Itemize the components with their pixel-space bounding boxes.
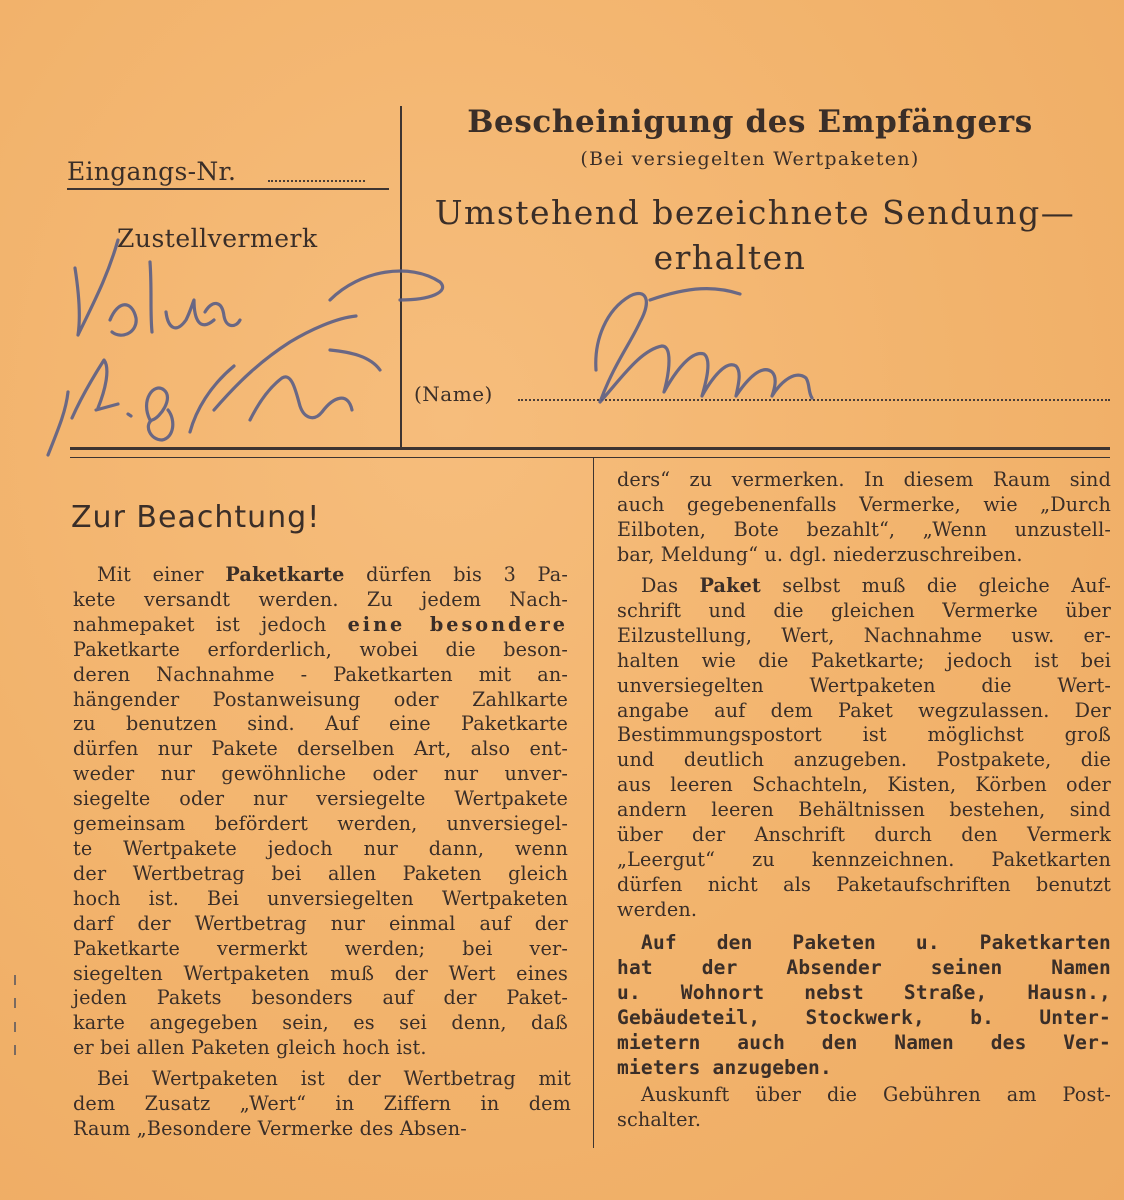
text-line (617, 848, 1111, 873)
receipt-statement-line2: erhalten (653, 238, 807, 277)
text-line (617, 723, 1111, 748)
text-segment: jeden Pakets besonders auf der Paket- (73, 986, 568, 1010)
text-line (73, 837, 568, 862)
text-line (617, 649, 1111, 674)
text-segment: angabe auf dem Paket wegzulassen. Der (617, 698, 1111, 722)
text-segment: weder nur gewöhnliche oder nur unver- (73, 762, 568, 786)
text-line: Bei Wertpaketen ist der Wertbetrag mit (97, 1067, 571, 1090)
text-segment: dürfen bis 3 Pa- (344, 563, 568, 586)
text-line (617, 898, 1111, 923)
text-line (617, 823, 1111, 848)
text-segment: über der Anschrift durch den Vermerk (617, 823, 1111, 847)
text-segment: werden. (617, 897, 698, 921)
certificate-title: Bescheinigung des Empfängers (467, 104, 1033, 140)
text-segment: gemeinsam befördert werden, unversiegel- (73, 812, 568, 836)
text-line (73, 563, 568, 588)
text-segment: schrift und die gleichen Vermerke über (617, 598, 1111, 622)
notice-left-paragraph-2 (73, 1067, 571, 1142)
text-line: mietern auch den Namen des Ver- (617, 1030, 1111, 1054)
text-line: hat der Absender seinen Namen (617, 955, 1111, 979)
text-line (617, 599, 1111, 624)
text-line (617, 574, 1111, 599)
text-line (617, 873, 1111, 898)
text-segment: unversiegelten Wertpaketen die Wert- (617, 673, 1111, 697)
handwritten-zustell-note (75, 240, 240, 335)
text-line (617, 699, 1111, 724)
text-segment: Mit einer (97, 563, 226, 586)
text-segment: dürfen nicht als Paketaufschriften benutzt (617, 872, 1111, 896)
text-line: mieters anzugeben. (617, 1055, 832, 1079)
text-line: u. Wohnort nebst Straße, Hausn., (617, 980, 1111, 1004)
text-segment: hängender Postanweisung oder Zahlkarte (73, 687, 568, 711)
text-line (73, 787, 568, 812)
text-segment: siegelten Wertpaketen muß der Wert eines (73, 961, 568, 985)
text-line (73, 588, 568, 613)
emphasis-text: eine besondere (347, 612, 569, 636)
certificate-subtitle: (Bei versiegelten Wertpaketen) (580, 148, 920, 170)
text-line (73, 762, 568, 787)
name-label: (Name) (414, 382, 493, 406)
text-line (617, 748, 1111, 773)
text-line: Raum „Besondere Vermerke des Absen- (73, 1116, 467, 1140)
text-line (73, 613, 568, 638)
handwritten-flourish (330, 271, 443, 370)
text-line: Auskunft über die Gebühren am Post- (641, 1083, 1111, 1106)
text-line: Auf den Paketen u. Paketkarten (641, 931, 1111, 954)
text-line: auch gegebenenfalls Vermerke, wie „Durch (617, 492, 1111, 516)
text-line (73, 737, 568, 762)
notice-right-paragraph-1 (617, 468, 1111, 568)
handwritten-date (48, 360, 173, 455)
text-line (73, 1011, 568, 1036)
zustellvermerk-label: Zustellvermerk (117, 224, 318, 253)
text-line (73, 712, 568, 737)
recipient-signature (596, 289, 812, 402)
text-line (73, 887, 568, 912)
text-segment: karte angegeben sein, es sei denn, daß (73, 1011, 568, 1035)
text-segment: „Leergut“ zu kennzeichnen. Paketkarten (617, 847, 1111, 871)
text-line (73, 937, 568, 962)
text-segment: zu benutzen sind. Auf eine Paketkarte (73, 712, 568, 736)
text-line (617, 674, 1111, 699)
handwritten-initials (190, 316, 356, 432)
text-segment: kete versandt werden. Zu jedem Nach- (73, 587, 568, 611)
text-segment: hoch ist. Bei unversiegelten Wertpaketen (73, 886, 568, 910)
emphasis-text: Paket (699, 574, 761, 597)
text-segment: der Wertbetrag bei allen Paketen gleich (73, 861, 568, 885)
text-segment: und deutlich anzugeben. Postpakete, die (617, 748, 1111, 772)
notice-right-paragraph-2 (617, 574, 1111, 923)
text-line (73, 986, 568, 1011)
notice-right-paragraph-3 (617, 931, 1111, 1080)
eingangs-nr-label: Eingangs-Nr. (67, 157, 237, 186)
text-segment: Paketkarte erforderlich, wobei die beson- (73, 637, 568, 661)
text-line (73, 1036, 568, 1061)
text-segment: Eilzustellung, Wert, Nachnahme usw. er- (617, 623, 1111, 647)
text-line (73, 962, 568, 987)
text-segment: andern leeren Behältnissen bestehen, sind (617, 798, 1111, 822)
emphasis-text: Paketkarte (225, 563, 345, 586)
text-line: Gebäudeteil, Stockwerk, b. Unter- (617, 1005, 1111, 1029)
receipt-statement-line1: Umstehend bezeichnete Sendung— (434, 193, 1076, 232)
text-line (73, 663, 568, 688)
text-segment: siegelte oder nur versiegelte Wertpakete (73, 787, 568, 811)
text-line (73, 688, 568, 713)
text-segment: dürfen nur Pakete derselben Art, also ent- (73, 737, 568, 761)
text-line: dem Zusatz „Wert“ in Ziffern in dem (73, 1091, 571, 1115)
text-line (617, 773, 1111, 798)
text-segment: Bestimmungspostort ist möglichst groß (617, 723, 1111, 747)
text-line (73, 862, 568, 887)
text-line: bar, Meldung“ u. dgl. niederzuschreiben. (617, 542, 1023, 566)
text-segment: nahmepaket ist jedoch (73, 612, 348, 636)
text-line: Eilboten, Bote bezahlt“, „Wenn unzustell- (617, 517, 1111, 541)
text-segment: er bei allen Paketen gleich hoch ist. (73, 1036, 427, 1060)
text-segment: deren Nachnahme - Paketkarten mit an- (73, 662, 568, 686)
text-line (617, 798, 1111, 823)
text-line (73, 912, 568, 937)
text-segment: Paketkarte vermerkt werden; bei ver- (73, 936, 568, 960)
text-segment: te Wertpakete jedoch nur dann, wenn (73, 836, 568, 860)
text-segment: darf der Wertbetrag nur einmal auf der (73, 911, 568, 935)
text-segment: selbst muß die gleiche Auf- (760, 574, 1111, 597)
text-line (73, 638, 568, 663)
notice-heading: Zur Beachtung! (71, 500, 321, 535)
notice-left-paragraph-1 (73, 563, 568, 1061)
text-line: ders“ zu vermerken. In diesem Raum sind (617, 468, 1111, 491)
text-segment: halten wie die Paketkarte; jedoch ist bei (617, 648, 1111, 672)
text-segment: aus leeren Schachteln, Kisten, Körben oder (617, 773, 1111, 797)
text-line (617, 624, 1111, 649)
text-line (73, 812, 568, 837)
notice-right-paragraph-4 (617, 1083, 1111, 1133)
text-segment: Das (641, 574, 700, 597)
text-line: schalter. (617, 1107, 702, 1131)
